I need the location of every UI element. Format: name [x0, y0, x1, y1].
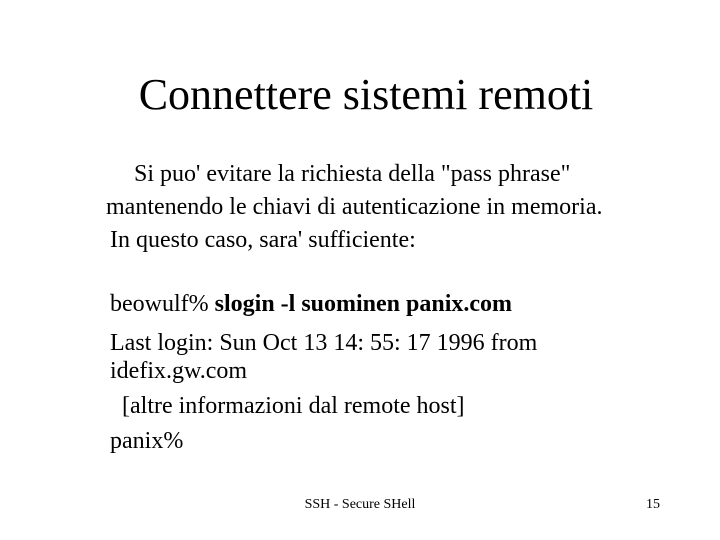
terminal-command: slogin -l suominen panix.com [214, 291, 513, 317]
remote-prompt-line: panix% [110, 428, 184, 454]
last-login-line-1: Last login: Sun Oct 13 14: 55: 17 1996 from [110, 330, 538, 356]
terminal-command-line [110, 290, 512, 318]
slide-title: Connettere sistemi remoti [138, 70, 594, 119]
terminal-prompt: beowulf% [110, 291, 209, 317]
footer-label: SSH - Secure SHell [304, 497, 416, 512]
page-number: 15 [646, 497, 660, 512]
intro-line-3: In questo caso, sara' sufficiente: [110, 227, 416, 253]
remote-info-line: [altre informazioni dal remote host] [122, 393, 465, 419]
intro-line-1: Si puo' evitare la richiesta della "pass phrase" [134, 161, 571, 187]
last-login-line-2: idefix.gw.com [110, 358, 248, 384]
intro-line-2: mantenendo le chiavi di autenticazione in memoria. [106, 194, 603, 220]
